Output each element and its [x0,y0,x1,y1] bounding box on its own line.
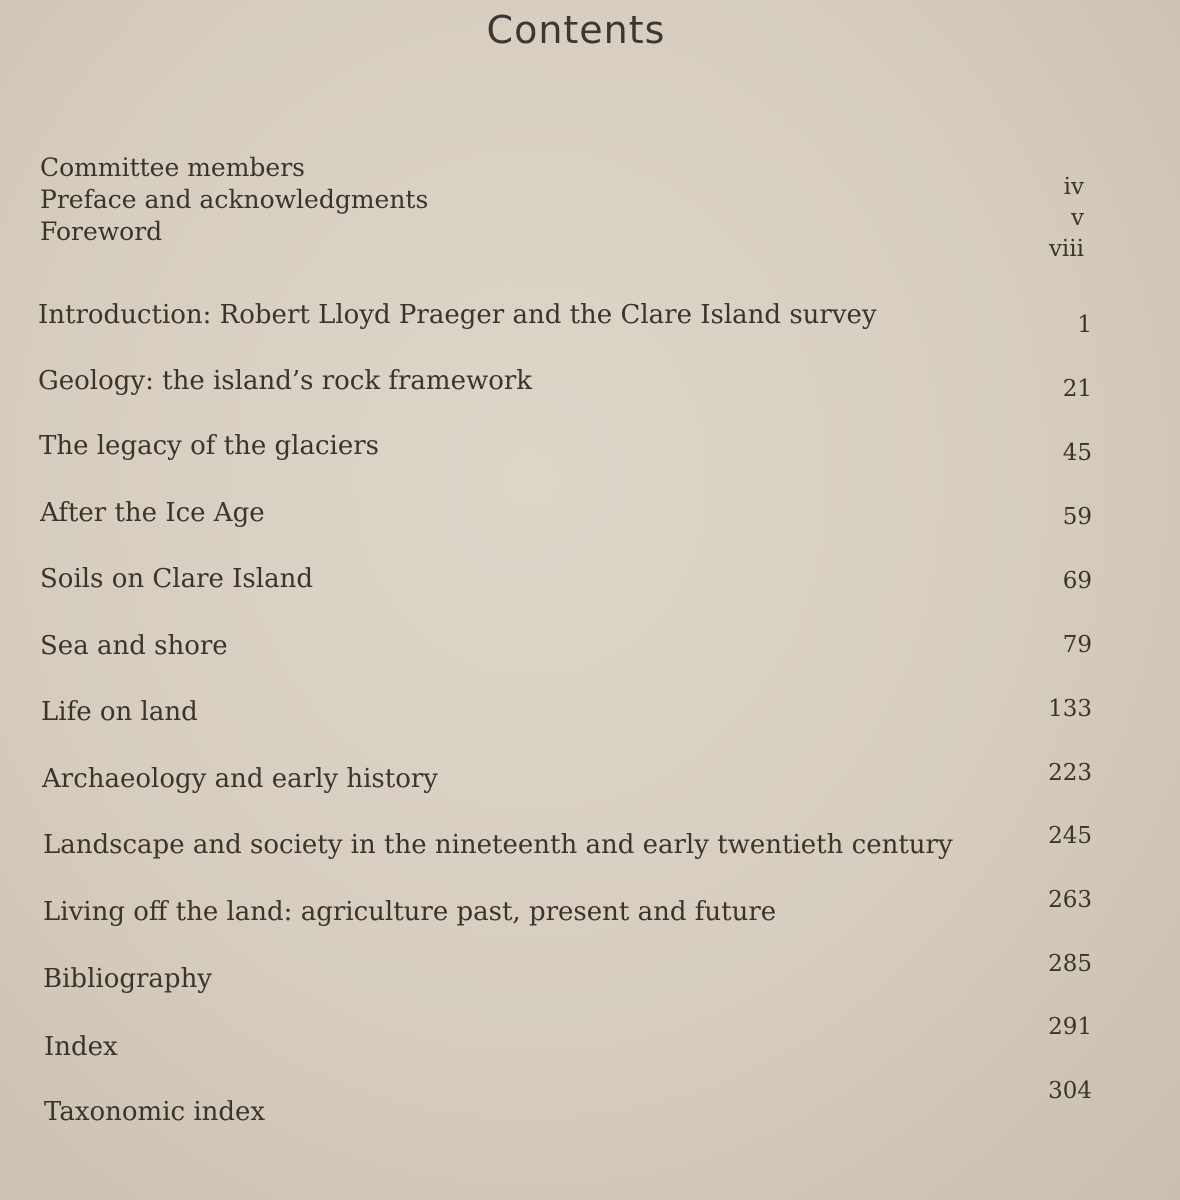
toc-page-number: 1 [1077,312,1092,338]
toc-entry-foreword: Foreword [40,217,163,246]
toc-entry: Life on land [41,697,198,727]
page-title: Contents [486,8,666,52]
toc-page-number: 223 [1048,760,1092,786]
toc-entry: Introduction: Robert Lloyd Praeger and the Clare Island survey [38,300,877,330]
toc-entry: Archaeology and early history [42,764,438,794]
toc-page-committee-members: iv [1063,174,1084,200]
toc-page-number: 21 [1062,376,1092,402]
toc-page-number: 79 [1062,632,1092,658]
toc-entry: Living off the land: agriculture past, present and future [43,897,777,927]
toc-entry: Geology: the island’s rock framework [38,366,533,396]
toc-entry: Bibliography [43,964,212,994]
toc-entry: The legacy of the glaciers [39,431,379,461]
toc-entry: After the Ice Age [40,498,265,528]
toc-page-number: 304 [1048,1078,1092,1104]
toc-page-number: 263 [1048,887,1092,913]
toc-entry: Landscape and society in the nineteenth and early twentieth century [43,830,953,860]
toc-entry-committee-members: Committee members [40,153,306,182]
toc-page-number: 69 [1062,568,1092,594]
toc-entry: Soils on Clare Island [40,564,313,594]
toc-page-preface: v [1071,205,1084,231]
toc-entry: Sea and shore [40,631,228,661]
toc-page-number: 291 [1048,1014,1092,1040]
toc-entry-preface: Preface and acknowledgments [40,185,429,214]
toc-page-number: 245 [1048,823,1092,849]
toc-page-number: 285 [1048,951,1092,977]
toc-page-number: 45 [1062,440,1092,466]
toc-entry: Index [44,1032,118,1062]
toc-page-number: 133 [1048,696,1092,722]
toc-entry: Taxonomic index [44,1097,266,1127]
toc-page-number: 59 [1062,504,1092,530]
toc-page-foreword: viii [1048,236,1084,262]
